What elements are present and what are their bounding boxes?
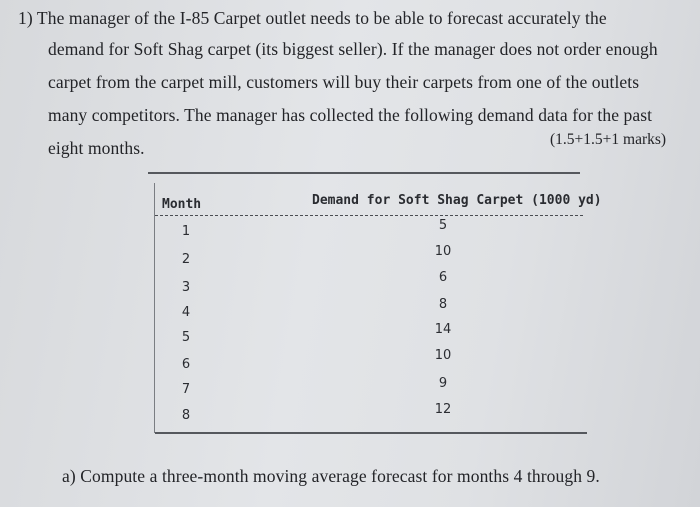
- table-header-demand: Demand for Soft Shag Carpet (1000 yd): [312, 193, 602, 208]
- table-cell-month: 5: [181, 330, 191, 345]
- table-cell-demand: 10: [434, 244, 452, 259]
- question-line-1: 1) The manager of the I-85 Carpet outlet needs to be able to forecast accurately the: [18, 8, 607, 28]
- table-top-rule: [148, 172, 580, 174]
- table-cell-month: 8: [181, 408, 191, 423]
- table-cell-demand: 5: [438, 218, 448, 233]
- table-cell-month: 6: [181, 357, 191, 372]
- table-cell-month: 7: [181, 382, 191, 397]
- question-line-3: carpet from the carpet mill, customers will buy their carpets from one of the outlets: [48, 72, 640, 92]
- table-cell-demand: 12: [434, 402, 452, 417]
- table-cell-demand: 8: [438, 297, 448, 312]
- table-cell-demand: 14: [434, 322, 452, 337]
- table-cell-demand: 9: [438, 376, 448, 391]
- marks-allocation: (1.5+1.5+1 marks): [550, 131, 667, 148]
- table-left-border: [154, 183, 155, 433]
- table-bottom-rule: [155, 432, 587, 434]
- table-cell-month: 1: [181, 224, 191, 239]
- table-header-rule: [155, 215, 583, 216]
- table-cell-month: 2: [181, 252, 191, 267]
- question-line-2: demand for Soft Shag carpet (its biggest seller). If the manager does not order enough: [48, 39, 658, 59]
- table-cell-month: 4: [181, 305, 191, 320]
- table-cell-month: 3: [181, 280, 191, 295]
- part-a-question: a) Compute a three-month moving average forecast for months 4 through 9.: [62, 466, 600, 486]
- question-line-5: eight months.: [48, 138, 145, 158]
- question-line-4: many competitors. The manager has collected the following demand data for the past: [48, 105, 653, 125]
- table-header-month: Month: [162, 197, 202, 212]
- table-cell-demand: 10: [434, 348, 452, 363]
- table-cell-demand: 6: [438, 270, 448, 285]
